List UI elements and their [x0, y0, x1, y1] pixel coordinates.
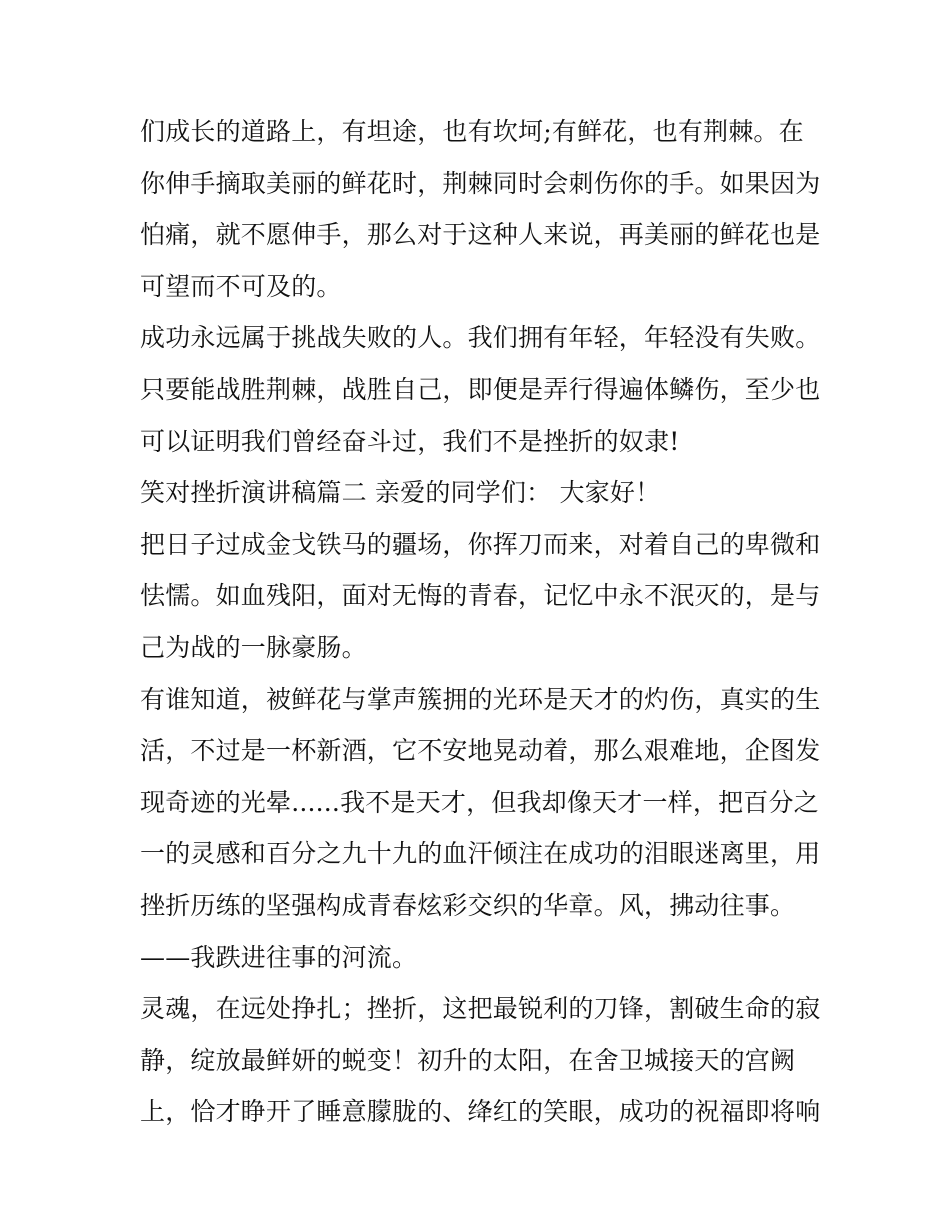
text-line: 怕痛，就不愿伸手，那么对于这种人来说，再美丽的鲜花也是	[140, 220, 821, 250]
text-line: 灵魂，在远处挣扎；挫折，这把最锐利的刀锋，割破生命的寂	[140, 994, 821, 1024]
text-line: 们成长的道路上，有坦途，也有坎坷;有鲜花，也有荆棘。在	[140, 117, 804, 146]
document-body	[140, 106, 830, 1138]
section-heading-line: 笑对挫折演讲稿篇二 亲爱的同学们： 大家好！	[140, 478, 661, 508]
text-line: 可望而不可及的。	[140, 271, 342, 301]
text-line: 把日子过成金戈铁马的疆场，你挥刀而来，对着自己的卑微和	[140, 529, 821, 559]
text-line: 只要能战胜荆棘，战胜自己，即便是弄行得遍体鳞伤，至少也	[140, 374, 821, 404]
text-line: 成功永远属于挑战失败的人。我们拥有年轻，年轻没有失败。	[140, 323, 821, 353]
text-line: 活，不过是一杯新酒，它不安地晃动着，那么艰难地，企图发	[140, 736, 821, 766]
text-line: 己为战的一脉豪肠。	[140, 632, 367, 662]
text-line: 你伸手摘取美丽的鲜花时，荆棘同时会刺伤你的手。如果因为	[140, 168, 821, 198]
text-line: 有谁知道，被鲜花与掌声簇拥的光环是天才的灼伤，真实的生	[140, 684, 821, 714]
text-line: 一的灵感和百分之九十九的血汗倾注在成功的泪眼迷离里，用	[140, 839, 821, 869]
text-line: ——我跌进往事的河流。	[140, 942, 418, 972]
text-line: 静，绽放最鲜妍的蜕变！初升的太阳，在舍卫城接天的宫阙	[140, 1045, 796, 1075]
text-line: 怯懦。如血残阳，面对无悔的青春，记忆中永不泯灭的，是与	[140, 581, 821, 611]
text-line: 现奇迹的光晕......我不是天才，但我却像天才一样，把百分之	[140, 787, 819, 817]
text-line: 可以证明我们曾经奋斗过，我们不是挫折的奴隶!	[140, 426, 680, 456]
text-line: 挫折历练的坚强构成青春炫彩交织的华章。风，拂动往事。	[140, 890, 796, 920]
text-line: 上，恰才睁开了睡意朦胧的、绛红的笑眼，成功的祝福即将响	[140, 1097, 821, 1127]
